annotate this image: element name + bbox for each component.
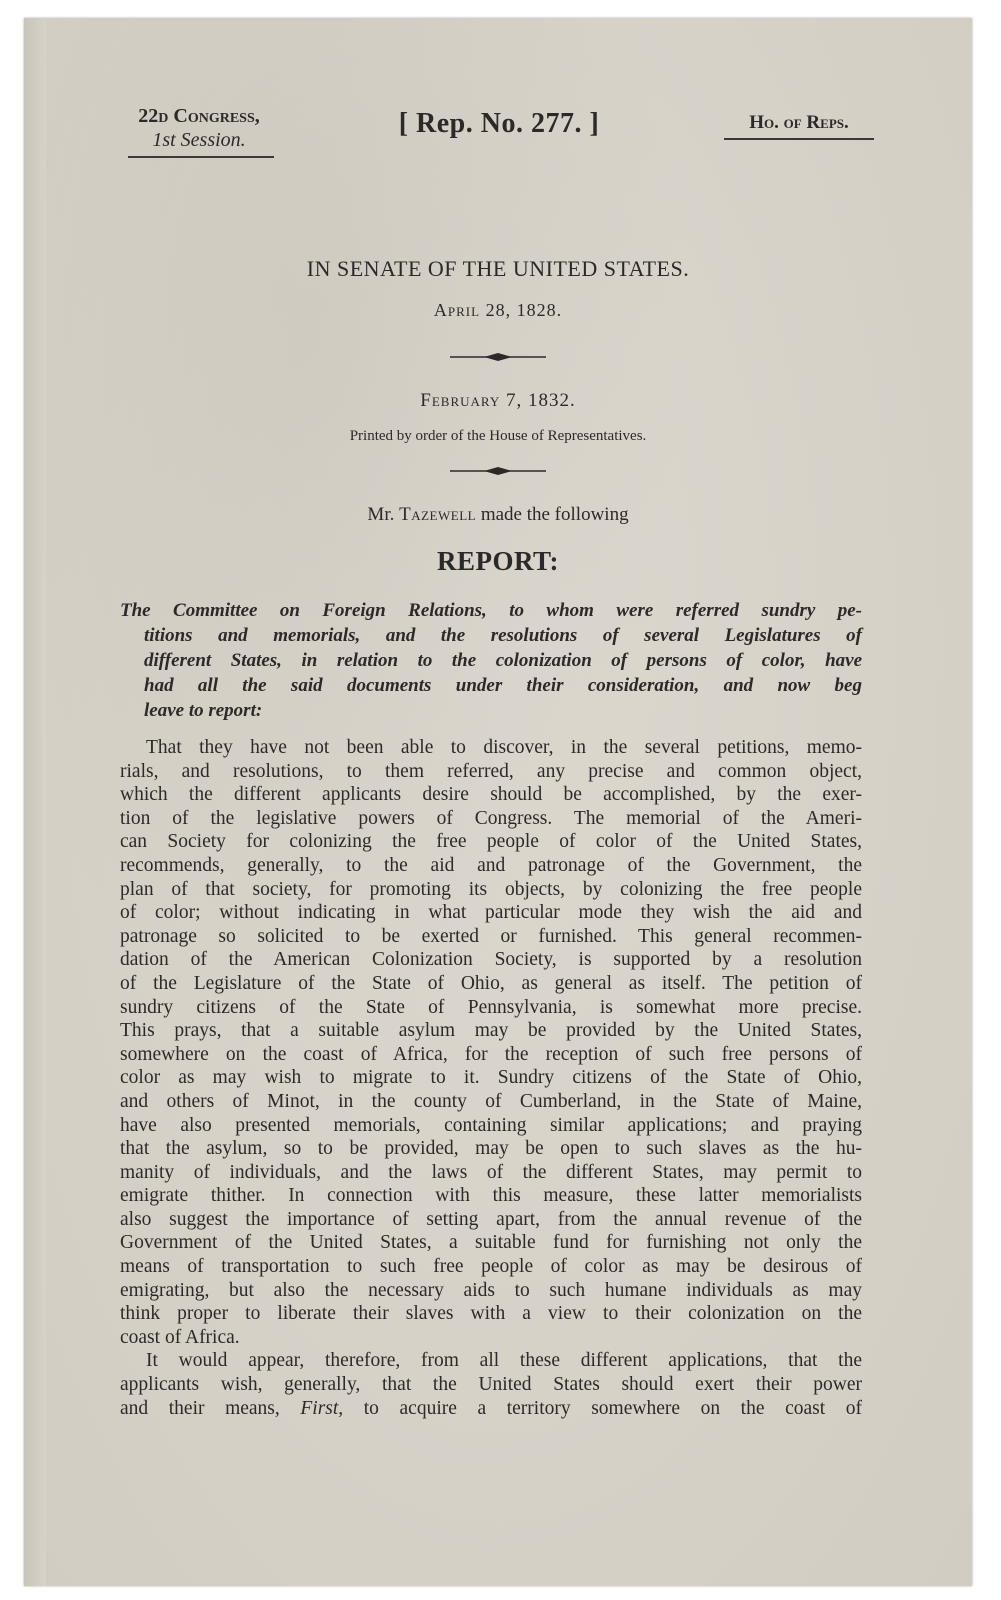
made-by-line bbox=[24, 504, 972, 526]
body-line: and others of Minot, in the county of Cumberland, in the State of Maine, bbox=[120, 1090, 862, 1112]
body-line: That they have not been able to discover, in the several petitions, memo- bbox=[146, 737, 862, 758]
body-line: which the different applicants desire should be accomplished, by the exer- bbox=[120, 784, 862, 806]
made-by-prefix: Mr. bbox=[367, 504, 395, 525]
body-line: It would appear, therefore, from all these different applications, that the bbox=[146, 1350, 862, 1372]
body-line: means of transportation to such free people of color as may be desirous of bbox=[120, 1256, 862, 1278]
document-page bbox=[24, 18, 972, 1586]
ornamental-divider bbox=[450, 352, 546, 362]
body-line: Government of the United States, a suitable fund for furnishing not only the bbox=[120, 1232, 862, 1254]
body-line: This prays, that a suitable asylum may be provided by the United States, bbox=[120, 1020, 862, 1042]
body-line: plan of that society, for promoting its objects, by colonizing the free people bbox=[120, 878, 862, 900]
report-heading: REPORT: bbox=[436, 546, 560, 576]
congress-session-block bbox=[124, 104, 274, 152]
committee-line: The Committee on Foreign Relations, to whom were referred sundry pe- bbox=[120, 600, 862, 621]
body-line: dation of the American Colonization Society, is supported by a resolution bbox=[120, 949, 862, 971]
body-line: color as may wish to migrate to it. Sundry citizens of the State of Ohio, bbox=[120, 1067, 862, 1089]
house-block bbox=[724, 112, 874, 140]
committee-line: had all the said documents under their consideration, and now beg bbox=[144, 675, 862, 696]
senate-date: April 28, 1828. bbox=[433, 300, 563, 320]
report-number: [ Rep. No. 277. ] bbox=[398, 108, 600, 139]
committee-line: different States, in relation to the colonization of persons of color, have bbox=[144, 650, 862, 671]
body-line: recommends, generally, to the aid and patronage of the Government, the bbox=[120, 854, 862, 876]
body-line: also suggest the importance of setting apart, from the annual revenue of the bbox=[120, 1208, 862, 1230]
body-line: that the asylum, so to be provided, may be open to such slaves as the hu- bbox=[120, 1138, 862, 1160]
committee-paragraph bbox=[120, 598, 862, 723]
committee-line: titions and memorials, and the resolutions of several Legislatures of bbox=[144, 625, 862, 646]
congress-label: 22d Congress, bbox=[138, 105, 260, 127]
body-line: tion of the legislative powers of Congress. The memorial of the Ameri- bbox=[120, 807, 862, 829]
printed-date: February 7, 1832. bbox=[420, 390, 576, 411]
body-line-final bbox=[120, 1397, 862, 1421]
body-line: sundry citizens of the State of Pennsylvania, is somewhat more precise. bbox=[120, 996, 862, 1018]
body-line: patronage so solicited to be exerted or furnished. This general recommen- bbox=[120, 925, 862, 947]
body-line: emigrate thither. In connection with this measure, these latter memorialists bbox=[120, 1185, 862, 1207]
body-line: somewhere on the coast of Africa, for the reception of such free persons of bbox=[120, 1043, 862, 1065]
body-line: rials, and resolutions, to them referred, any precise and common object, bbox=[120, 760, 862, 782]
made-by-suffix: made the following bbox=[480, 504, 629, 525]
body-line: manity of individuals, and the laws of the different States, may permit to bbox=[120, 1161, 862, 1183]
ornamental-divider bbox=[450, 466, 546, 476]
house-label: Ho. of Reps. bbox=[749, 112, 849, 133]
body-line: coast of Africa. bbox=[120, 1326, 240, 1348]
body-line: have also presented memorials, containing similar applications; and praying bbox=[120, 1114, 862, 1136]
body-text-segment: to acquire a territory somewhere on the coast of bbox=[363, 1397, 862, 1419]
session-label: 1st Session. bbox=[152, 129, 246, 151]
body-line: applicants wish, generally, that the United States should exert their power bbox=[120, 1374, 862, 1396]
made-by-name: Tazewell bbox=[399, 504, 477, 525]
report-body bbox=[120, 736, 862, 1420]
header-left-rule bbox=[128, 156, 274, 158]
body-line: of color; without indicating in what particular mode they wish the aid and bbox=[120, 902, 862, 924]
body-emphasis: First, bbox=[300, 1397, 344, 1419]
header-right-rule bbox=[724, 138, 874, 140]
body-line: emigrating, but also the necessary aids to such humane individuals as may bbox=[120, 1279, 862, 1301]
body-line: of the Legislature of the State of Ohio, as general as itself. The petition of bbox=[120, 972, 862, 994]
body-line: think proper to liberate their slaves with a view to their colonization on the bbox=[120, 1303, 862, 1325]
page-binding-edge bbox=[24, 18, 46, 1586]
printed-by-line: Printed by order of the House of Representatives. bbox=[349, 428, 647, 444]
committee-line: leave to report: bbox=[144, 700, 263, 721]
body-text-segment: and their means, bbox=[120, 1397, 280, 1419]
body-line: can Society for colonizing the free people of color of the United States, bbox=[120, 831, 862, 853]
document-title: IN SENATE OF THE UNITED STATES. bbox=[306, 256, 690, 281]
